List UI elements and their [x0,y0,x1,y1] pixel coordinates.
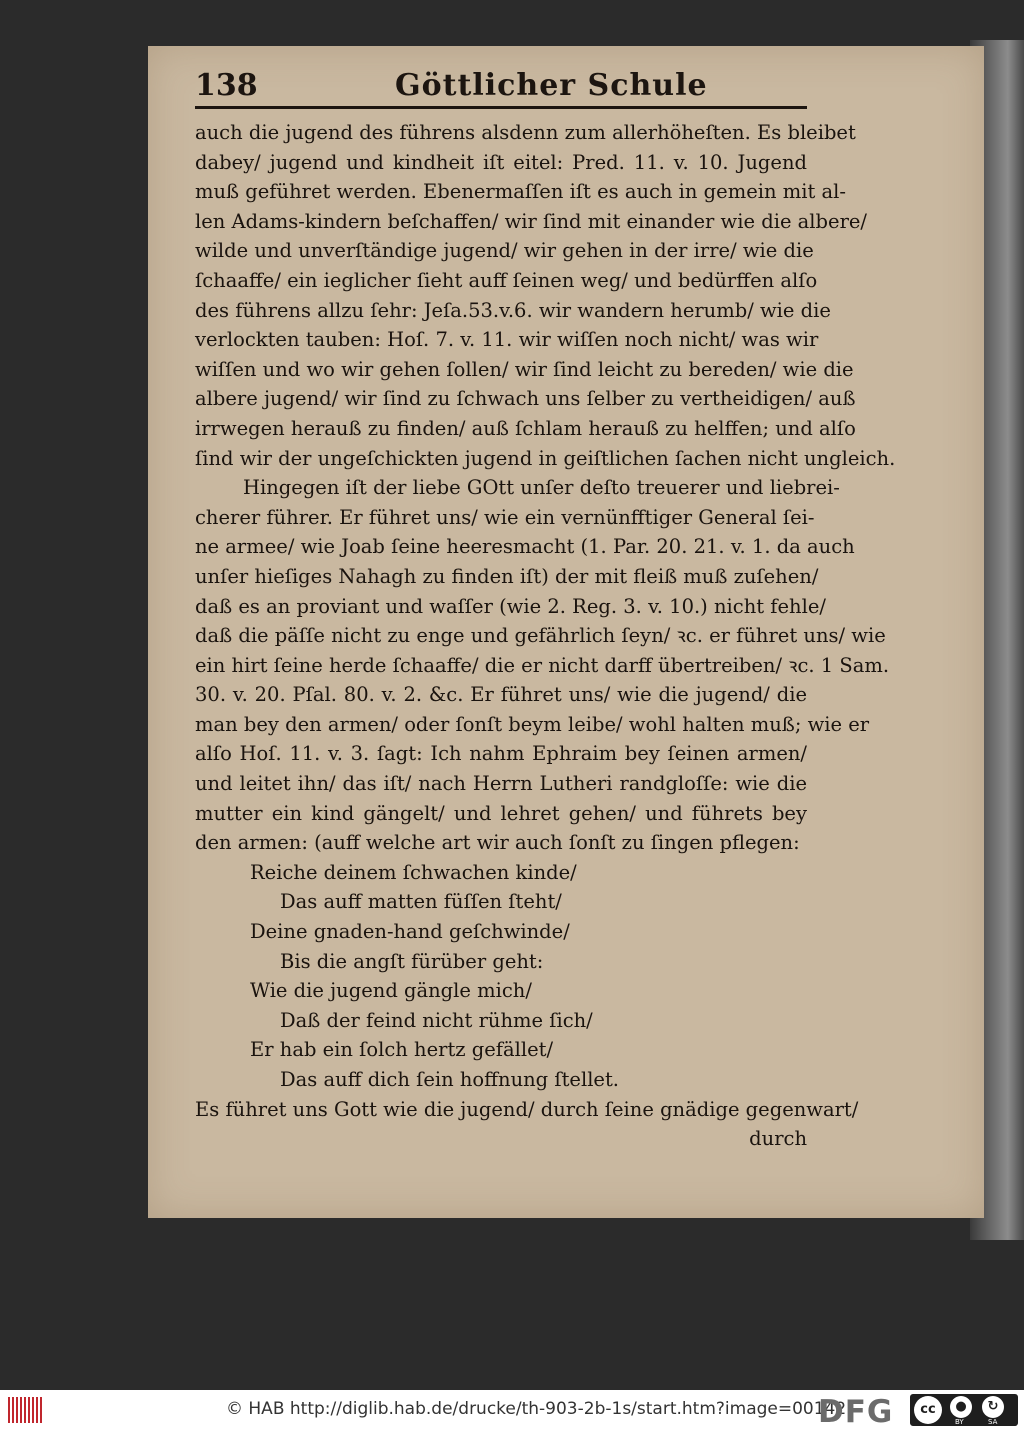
text-line: unſer hieſiges Nahagh zu finden iſt) der mit fleiß muß zuſehen/ [195,564,819,588]
closing-line: Es führet uns Gott wie die jugend/ durch ſeine gnädige gegenwart/ [195,1097,859,1121]
text-line: ne armee/ wie Joab ſeine heeresmacht (1. Par. 20. 21. v. 1. da auch [195,535,855,559]
text-line: daß die päſſe nicht zu enge und gefährlich ſeyn/ ꝛc. er führet uns/ wie [195,624,886,648]
text-line: 30. v. 20. Pſal. 80. v. 2. &c. Er führet uns/ wie die jugend/ die [195,683,807,707]
text-line: und leitet ihn/ das iſt/ nach Herrn Lutheri randgloſſe: wie die [195,772,807,796]
copyright-link[interactable]: © HAB http://diglib.hab.de/drucke/th-903-2b-1s/start.htm?image=00142 [226,1399,847,1419]
text-line: auch die jugend des führens alsdenn zum allerhöheſten. Es bleibet [195,121,856,144]
text-line: muß geführet werden. Ebenermaſſen iſt es auch in gemein mit al- [195,180,846,204]
catchword: durch [749,1127,807,1151]
page-number: 138 [195,68,258,103]
text-line: ein hirt ſeine herde ſchaaffe/ die er nicht darff übertreiben/ ꝛc. 1 Sam. [195,653,890,677]
text-line: verlockten tauben: Hoſ. 7. v. 11. wir wiſſen noch nicht/ was wir [195,328,819,352]
paragraph-start-line: Hingegen iſt der liebe GOtt unſer deſto treuerer und liebrei- [243,476,840,500]
dfg-logo[interactable]: DFG [818,1394,894,1430]
verse-line: Er hab ein ſolch hertz gefället/ [250,1038,554,1062]
text-line: alſo Hoſ. 11. v. 3. ſagt: Ich nahm Ephraim bey ſeinen armen/ [195,742,807,766]
text-line: wiſſen und wo wir gehen ſollen/ wir ſind leicht zu bereden/ wie die [195,357,854,381]
running-head [195,68,815,108]
text-line: des führens allzu ſehr: Jeſa.53.v.6. wir wandern herumb/ wie die [195,298,831,322]
text-line: wilde und unverſtändige jugend/ wir gehen in der irre/ wie die [195,239,814,263]
verse-line: Bis die angſt fürüber geht: [280,949,544,973]
barcode-icon [8,1397,42,1423]
text-line: ſchaaffe/ ein ieglicher ſieht auff ſeinen weg/ und bedürffen alſo [195,268,818,292]
verse-line: Reiche deinem ſchwachen kinde/ [250,860,577,884]
text-line: irrwegen herauß zu finden/ auß ſchlam herauß zu helffen; und alſo [195,416,856,440]
viewer-footer [0,1390,1024,1430]
cc-license-badge[interactable] [910,1394,1018,1426]
text-line: albere jugend/ wir ſind zu ſchwach uns ſelber zu vertheidigen/ auß [195,387,856,411]
share-alike-icon: ↻ [982,1396,1004,1418]
text-line: cherer führer. Er führet uns/ wie ein vernünfftiger General ſei- [195,505,815,529]
text-line: daß es an proviant und waſſer (wie 2. Reg. 3. v. 10.) nicht fehle/ [195,594,826,618]
text-line: dabey/ jugend und kindheit iſt eitel: Pred. 11. v. 10. Jugend [195,150,807,174]
text-line: mutter ein kind gängelt/ und lehret gehen/ und führets bey [195,801,807,825]
text-line: den armen: (auff welche art wir auch ſonſt zu ſingen pflegen: [195,831,800,855]
cc-by-label: BY [955,1418,964,1426]
verse-line: Wie die jugend gängle mich/ [250,979,532,1003]
verse-line: Deine gnaden-hand geſchwinde/ [250,920,570,944]
verse-line: Das auff matten füſſen ſteht/ [280,890,562,914]
head-rule-divider [195,106,807,109]
person-icon: ● [950,1396,972,1418]
verse-line: Daß der feind nicht rühme ſich/ [280,1008,593,1032]
text-line: ſind wir der ungeſchickten jugend in geiſtlichen ſachen nicht ungleich. [195,446,896,470]
page-body-text [195,118,896,1154]
cc-sa-label: SA [988,1418,998,1426]
text-line: man bey den armen/ oder ſonſt beym leibe/ wohl halten muß; wie er [195,712,870,736]
verse-line: Das auff dich ſein hoffnung ſtellet. [280,1068,620,1091]
running-title: Göttlicher Schule [395,68,708,103]
text-line: len Adams-kindern beſchaffen/ wir ſind mit einander wie die albere/ [195,209,867,233]
cc-icon: cc [914,1396,942,1424]
